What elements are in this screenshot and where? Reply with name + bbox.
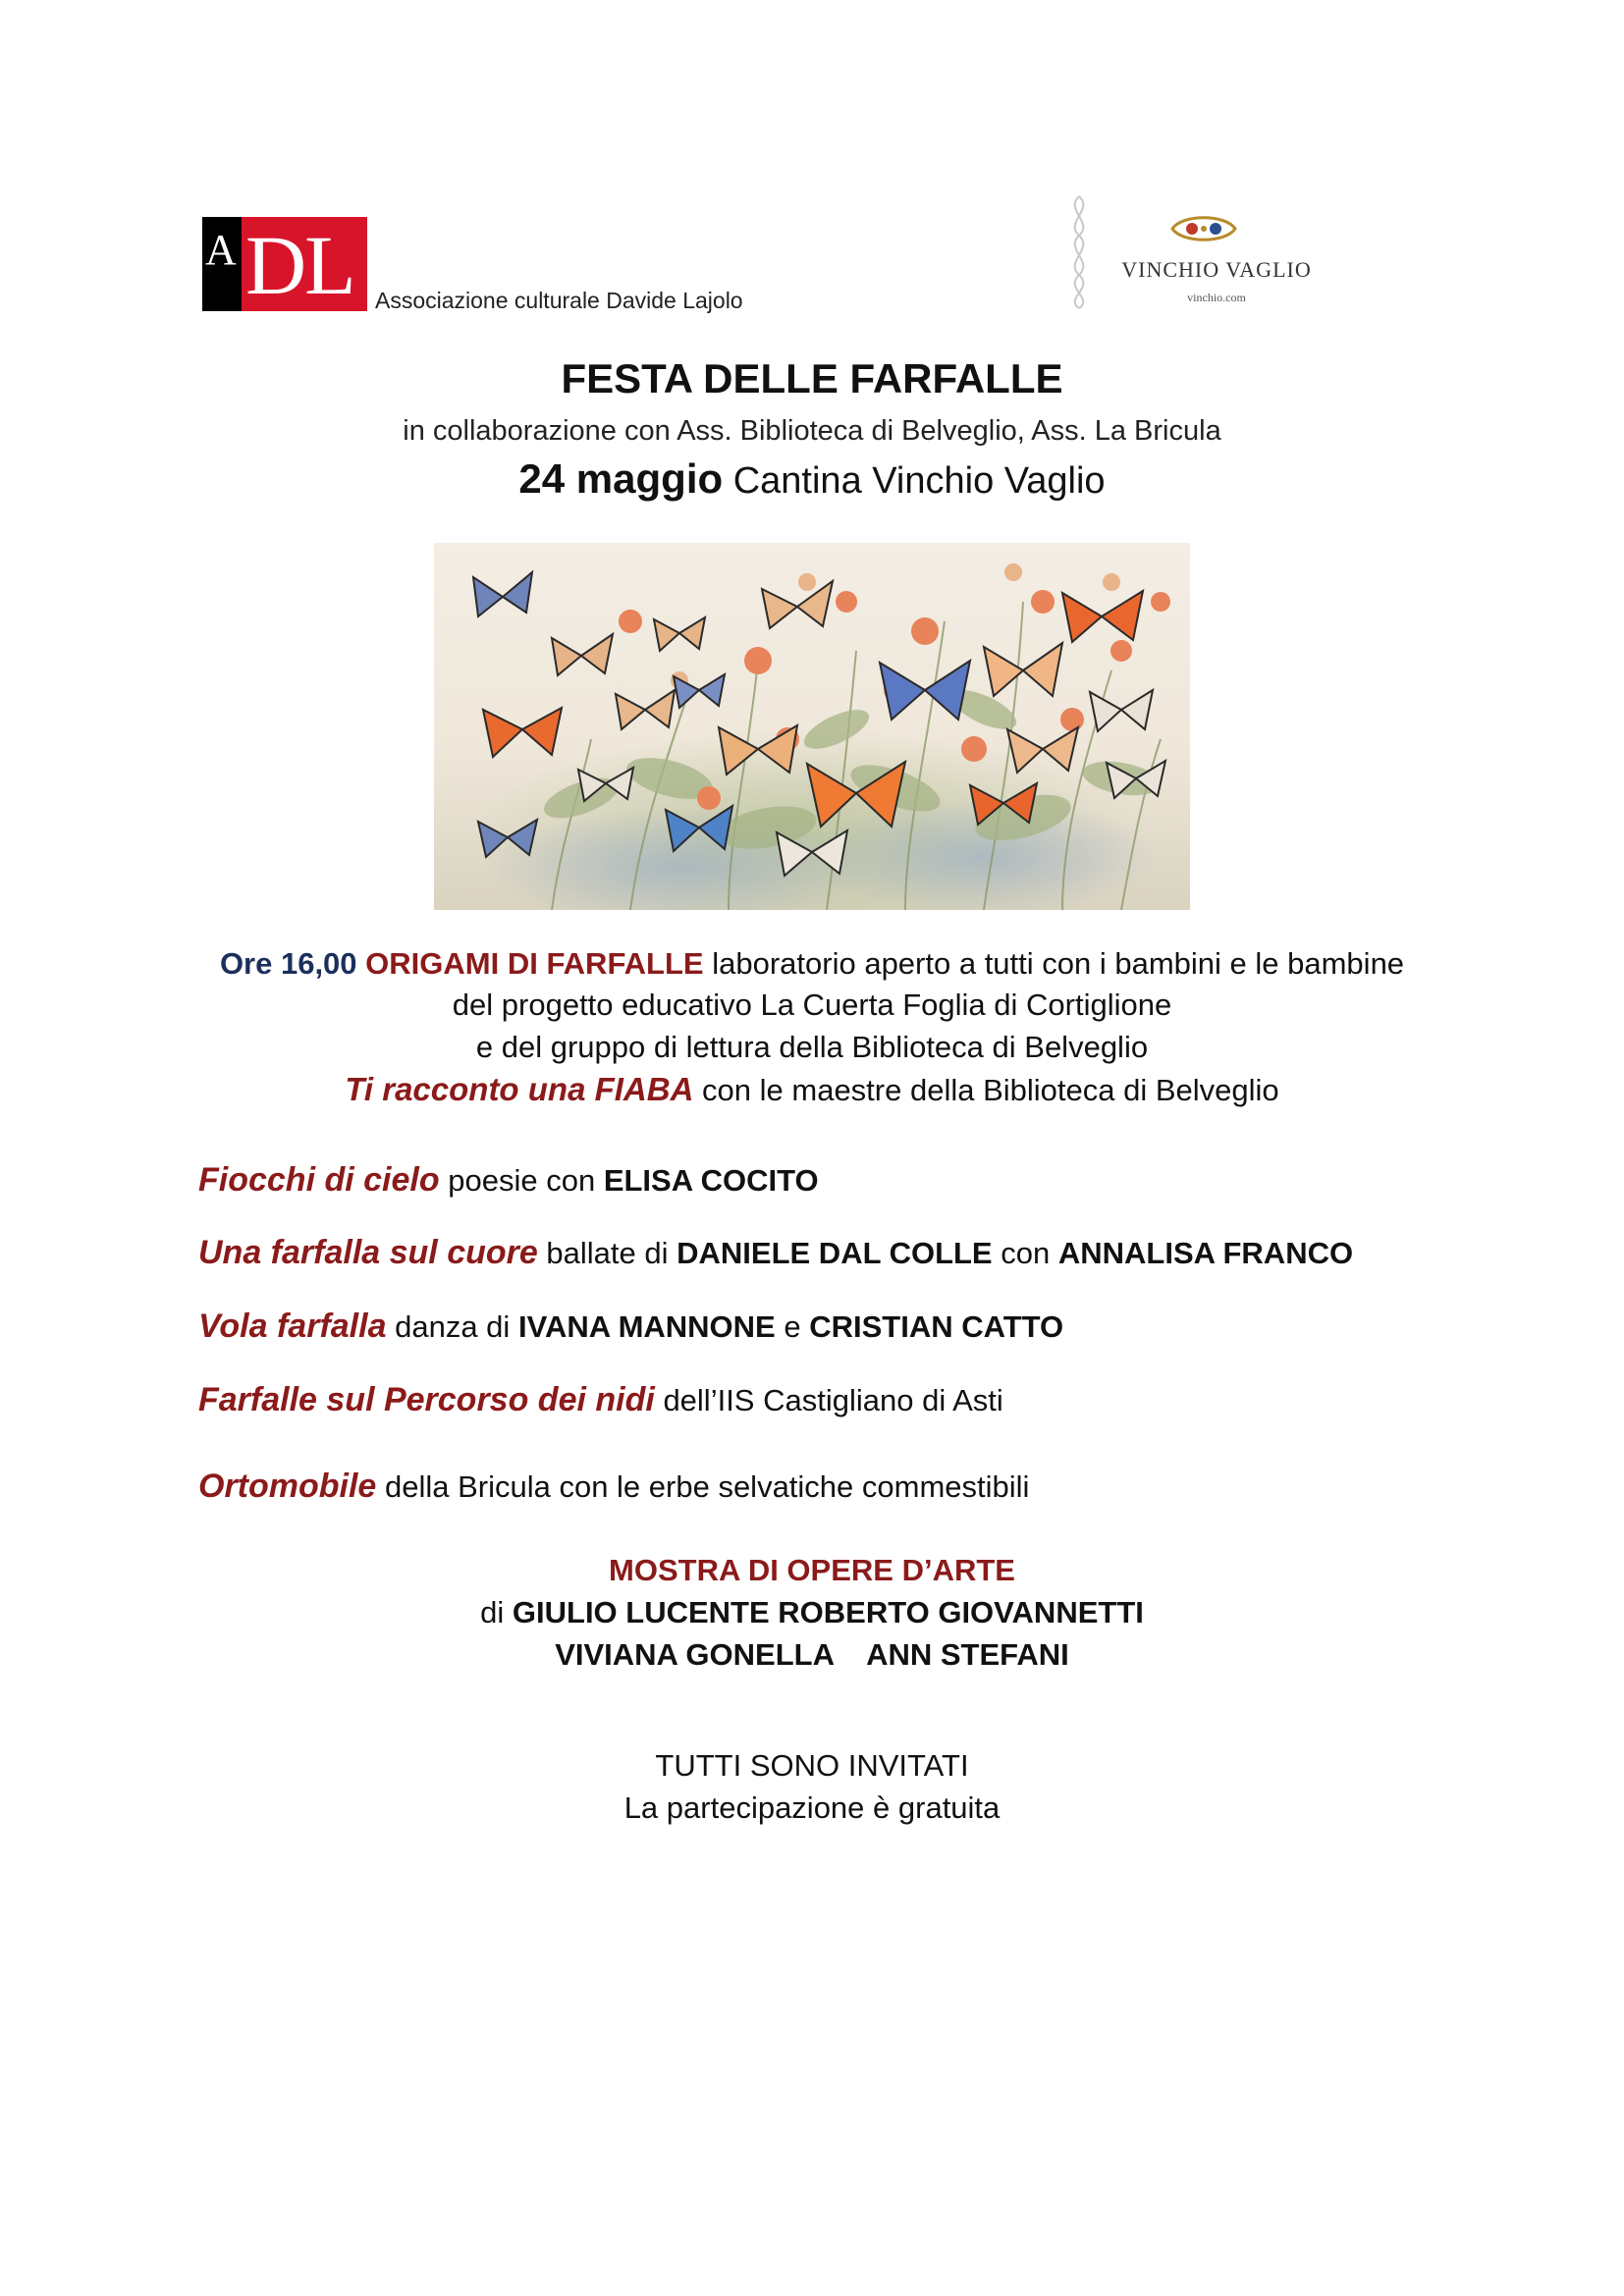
item-text: della Bricula con le erbe selvatiche commestibili [384, 1469, 1030, 1504]
winery-url: vinchio.com [1187, 291, 1246, 304]
item-text: poesie con [448, 1163, 596, 1198]
origami-desc: laboratorio aperto a tutti con i bambini e le bambine [712, 946, 1405, 981]
fiaba-title: Ti racconto una FIABA [345, 1071, 694, 1107]
date-line [0, 455, 1624, 505]
program-time: Ore 16,00 [219, 946, 357, 981]
program-item [198, 1233, 1353, 1273]
item-name: CRISTIAN CATTO [809, 1309, 1064, 1344]
adl-logo-letters-dl: DL [245, 218, 354, 312]
item-title: Ortomobile [198, 1468, 377, 1505]
item-text: e [784, 1309, 801, 1344]
item-text: danza di [395, 1309, 511, 1344]
association-name: Associazione culturale Davide Lajolo [375, 288, 743, 313]
winery-logo [1058, 192, 1314, 310]
item-text: con [1001, 1236, 1051, 1270]
collaboration-line: in collaborazione con Ass. Biblioteca di Belveglio, Ass. La Bricula [403, 415, 1221, 447]
fiaba-desc: con le maestre della Biblioteca di Belveglio [702, 1073, 1279, 1107]
item-title: Farfalle sul Percorso dei nidi [198, 1381, 655, 1418]
artists-line-1: GIULIO LUCENTE ROBERTO GIOVANNETTI [512, 1595, 1144, 1629]
item-name: DANIELE DAL COLLE [677, 1236, 993, 1270]
vine-ornament-icon [1058, 192, 1100, 310]
item-text: ballate di [546, 1236, 669, 1270]
exhibition-artists-1 [0, 1593, 1624, 1632]
event-place: Cantina Vinchio Vaglio [732, 460, 1106, 502]
exhibition-prefix: di [480, 1595, 505, 1629]
origami-title: ORIGAMI DI FARFALLE [365, 946, 704, 981]
page-title: FESTA DELLE FARFALLE [561, 355, 1063, 401]
program-item [198, 1467, 1029, 1507]
adl-logo-letter-a: A [205, 226, 237, 274]
item-title: Vola farfalla [198, 1308, 387, 1345]
origami-line-2: del progetto educativo La Cuerta Foglia di Cortiglione [452, 988, 1172, 1022]
adl-logo [202, 217, 367, 311]
fiaba-line [0, 1070, 1624, 1110]
butterfly-illustration [434, 543, 1190, 910]
eyes-emblem-icon [1168, 212, 1239, 245]
item-title: Fiocchi di cielo [198, 1161, 440, 1199]
origami-line [0, 944, 1624, 984]
program-item [198, 1307, 1063, 1347]
exhibition-title: MOSTRA DI OPERE D’ARTE [609, 1553, 1015, 1587]
program-item [198, 1160, 819, 1201]
exhibition-artists-2: VIVIANA GONELLA ANN STEFANI [555, 1637, 1069, 1672]
item-name: ELISA COCITO [603, 1163, 819, 1198]
item-name: IVANA MANNONE [517, 1309, 776, 1344]
free-entry-line: La partecipazione è gratuita [623, 1790, 1001, 1825]
winery-name: VINCHIO VAGLIO [1121, 257, 1312, 282]
item-title: Una farfalla sul cuore [198, 1234, 538, 1271]
item-text: dell’IIS Castigliano di Asti [663, 1383, 1003, 1417]
item-name: ANNALISA FRANCO [1057, 1236, 1354, 1270]
event-date: 24 maggio [518, 455, 724, 502]
invite-line: TUTTI SONO INVITATI [655, 1748, 969, 1783]
origami-line-3: e del gruppo di lettura della Biblioteca di Belveglio [475, 1030, 1149, 1064]
program-item [198, 1380, 1003, 1420]
